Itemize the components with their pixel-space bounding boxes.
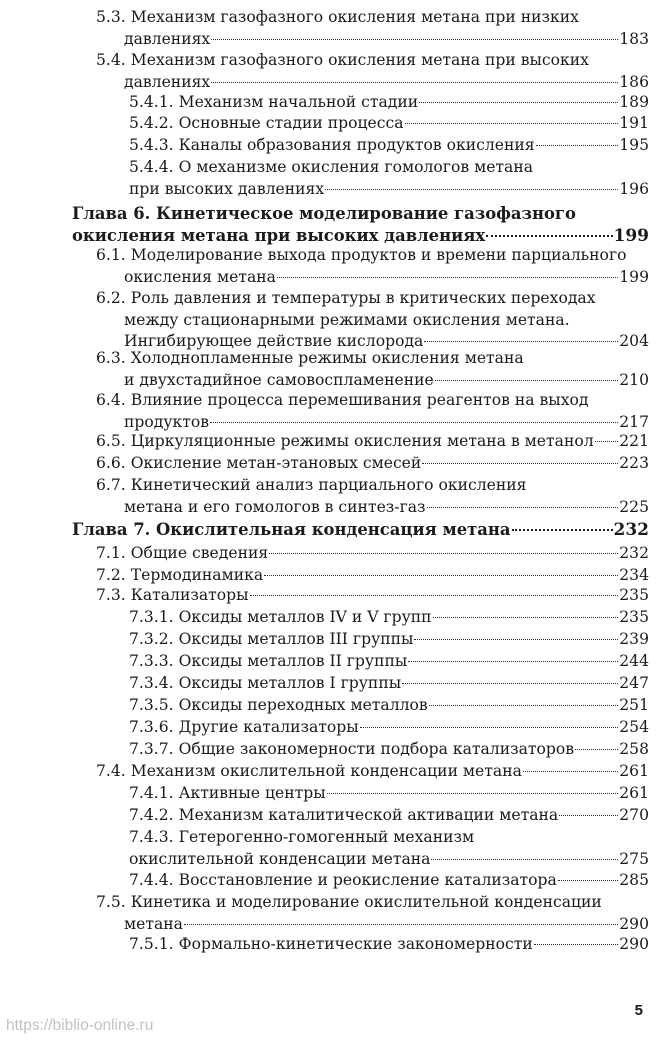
page-ref: 235 [619, 586, 649, 604]
page-ref: 189 [619, 93, 649, 111]
page-ref: 247 [619, 674, 649, 692]
page-ref: 270 [619, 806, 649, 824]
toc-entry-7-4: 7.4. Механизм окислительной конденсации метана 261 [96, 761, 649, 783]
toc-entry-7-3-3: 7.3.3. Оксиды металлов II группы 244 [129, 651, 649, 673]
page-number: 5 [634, 1002, 643, 1019]
page-ref: 239 [619, 630, 649, 648]
page-ref: 196 [619, 179, 649, 198]
toc-entry-7-4-1: 7.4.1. Активные центры 261 [129, 783, 649, 805]
toc-entry-7-5: 7.5. Кинетика и моделирование окислительной конденсации метана 290 [96, 892, 649, 935]
page-ref: 223 [619, 454, 649, 472]
toc-entry-7-3-6: 7.3.6. Другие катализаторы 254 [129, 717, 649, 739]
toc-entry-5-3: 5.3. Механизм газофазного окисления метана при низких давлениях 183 [96, 7, 649, 50]
page-ref: 285 [619, 871, 649, 889]
watermark: https://biblio-online.ru [6, 1017, 154, 1034]
page-ref: 186 [619, 72, 649, 91]
page-ref: 235 [619, 608, 649, 626]
page-ref: 232 [613, 520, 649, 540]
toc-entry-7-3: 7.3. Катализаторы 235 [96, 585, 649, 607]
toc-entry-7-3-7: 7.3.7. Общие закономерности подбора катализаторов 258 [129, 739, 649, 761]
toc-entry-7-1: 7.1. Общие сведения 232 [96, 543, 649, 565]
toc-entry-6-6: 6.6. Окисление метан-этановых смесей 223 [96, 453, 649, 475]
toc-entry-7-4-4: 7.4.4. Восстановление и реокисление катализатора 285 [129, 870, 649, 892]
page-ref: 204 [619, 332, 649, 351]
toc-chapter-6: Глава 6. Кинетическое моделирование газофазного окисления метана при высоких давлениях 199 [72, 204, 649, 246]
toc-entry-7-2: 7.2. Термодинамика 234 [96, 565, 649, 587]
page-ref: 221 [619, 432, 649, 450]
page-ref: 251 [619, 696, 649, 714]
toc-entry-6-4: 6.4. Влияние процесса перемешивания реагентов на выход продуктов 217 [96, 390, 649, 433]
page-ref: 258 [619, 740, 649, 758]
page-ref: 217 [619, 412, 649, 431]
toc-entry-7-4-2: 7.4.2. Механизм каталитической активации метана 270 [129, 805, 649, 827]
toc-entry-6-3: 6.3. Холоднопламенные режимы окисления метана и двухстадийное самовоспламенение 210 [96, 348, 649, 391]
toc-entry-7-3-5: 7.3.5. Оксиды переходных металлов 251 [129, 695, 649, 717]
toc-entry-7-5-1: 7.5.1. Формально-кинетические закономерности 290 [129, 934, 649, 956]
page-ref: 290 [619, 935, 649, 953]
page-ref: 183 [619, 29, 649, 48]
toc-entry-7-3-4: 7.3.4. Оксиды металлов I группы 247 [129, 673, 649, 695]
toc-chapter-7: Глава 7. Окислительная конденсация метана 232 [72, 520, 649, 540]
page-ref: 261 [619, 784, 649, 802]
toc-entry-7-3-1: 7.3.1. Оксиды металлов IV и V групп 235 [129, 607, 649, 629]
toc-entry-6-1: 6.1. Моделирование выхода продуктов и времени парциального окисления метана 199 [96, 245, 649, 288]
page-ref: 225 [619, 497, 649, 516]
page-ref: 191 [619, 114, 649, 132]
page-ref: 199 [619, 267, 649, 286]
toc-entry-5-4: 5.4. Механизм газофазного окисления метана при высоких давлениях 186 [96, 50, 649, 93]
page-ref: 199 [613, 225, 649, 246]
page-ref: 232 [619, 544, 649, 562]
page-ref: 254 [619, 718, 649, 736]
page-ref: 290 [619, 914, 649, 933]
page-ref: 275 [619, 849, 649, 868]
page-ref: 234 [619, 566, 649, 584]
toc-entry-5-4-2: 5.4.2. Основные стадии процесса 191 [129, 113, 649, 135]
page-ref: 261 [619, 762, 649, 780]
toc-entry-6-2: 6.2. Роль давления и температуры в критических переходах между стационарными режимами окисления метана. Ингибирующее действие кислорода 204 [96, 288, 649, 353]
toc-entry-7-3-2: 7.3.2. Оксиды металлов III группы 239 [129, 629, 649, 651]
toc-entry-5-4-4: 5.4.4. О механизме окисления гомологов метана при высоких давлениях 196 [129, 157, 649, 200]
toc-entry-5-4-1: 5.4.1. Механизм начальной стадии 189 [129, 92, 649, 114]
page-ref: 244 [619, 652, 649, 670]
toc-entry-6-7: 6.7. Кинетический анализ парциального окисления метана и его гомологов в синтез-газ 225 [96, 475, 649, 518]
page-ref: 210 [619, 370, 649, 389]
page-ref: 195 [619, 136, 649, 154]
toc-entry-7-4-3: 7.4.3. Гетерогенно-гомогенный механизм окислительной конденсации метана 275 [129, 827, 649, 870]
toc-entry-6-5: 6.5. Циркуляционные режимы окисления метана в метанол 221 [96, 431, 649, 453]
toc-entry-5-4-3: 5.4.3. Каналы образования продуктов окисления 195 [129, 135, 649, 157]
